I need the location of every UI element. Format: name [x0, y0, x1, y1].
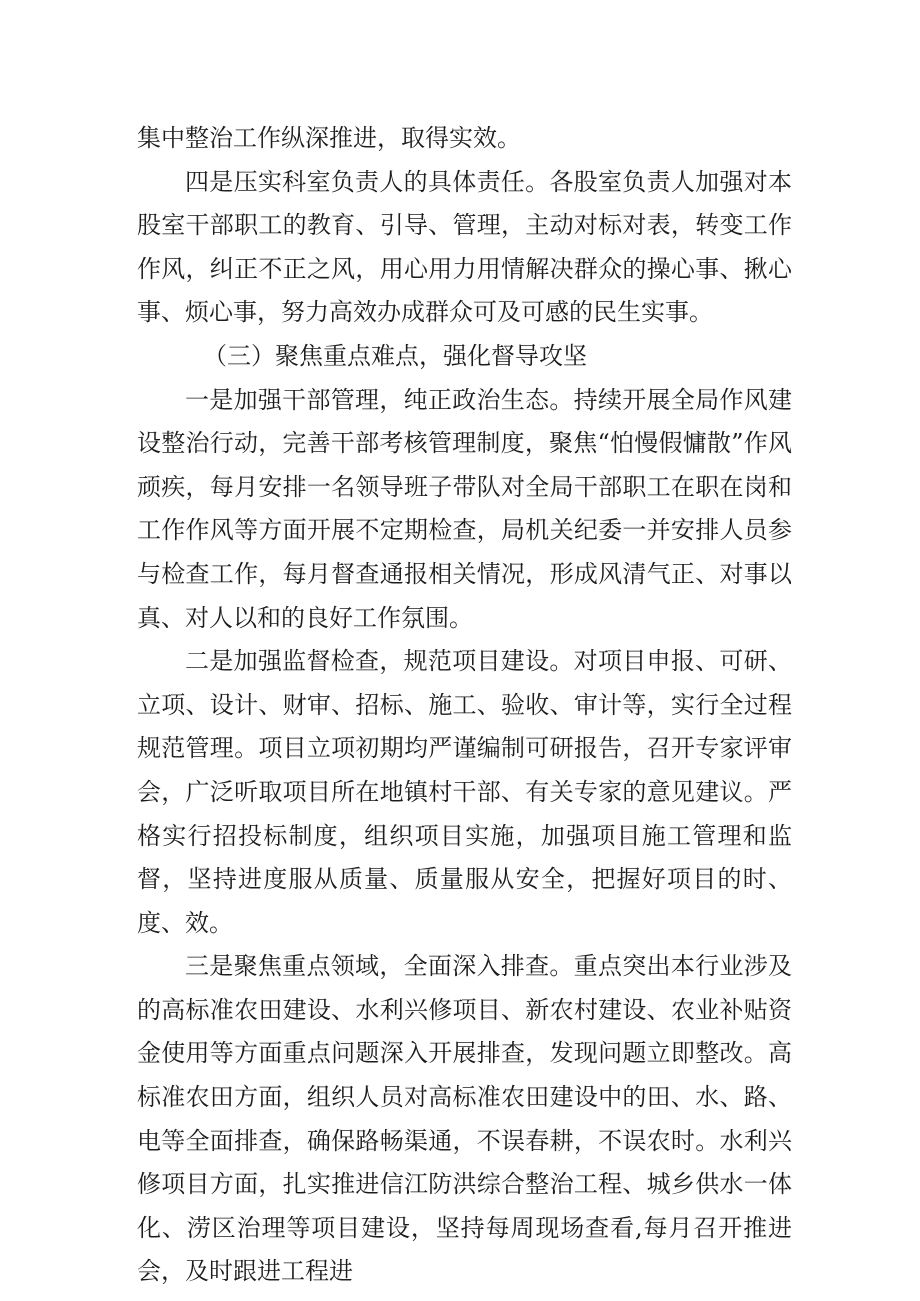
paragraph-item-four: 四是压实科室负责人的具体责任。各股室负责人加强对本股室干部职工的教育、引导、管理，主动对标对表，转变工作作风，纠正不正之风，用心用力用情解决群众的操心事、揪心事、烦心事，努力高效办成群众可及可感的民生实事。 — [137, 167, 792, 327]
paragraph-item-three: 三是聚焦重点领域，全面深入排查。重点突出本行业涉及的高标准农田建设、水利兴修项目、新农村建设、农业补贴资金使用等方面重点问题深入开展排查，发现问题立即整改。高标准农田方面，组织人员对高标准农田建设中的田、水、路、电等全面排查，确保路畅渠通，不误春耕，不误农时。水利兴修项目方面，扎实推进信江防洪综合整治工程、城乡供水一体化、涝区治理等项目建设，坚持每周现场查看,每月召开推进会，及时跟进工程进 — [137, 952, 792, 1286]
paragraph-item-two: 二是加强监督检查，规范项目建设。对项目申报、可研、立项、设计、财审、招标、施工、验收、审计等，实行全过程规范管理。项目立项初期均严谨编制可研报告，召开专家评审会，广泛听取项目所在地镇村干部、有关专家的意见建议。严格实行招投标制度，组织项目实施，加强项目施工管理和监督，坚持进度服从质量、质量服从安全，把握好项目的时、度、效。 — [137, 647, 792, 937]
paragraph-continuation: 集中整治工作纵深推进，取得实效。 — [137, 124, 521, 152]
document-body — [137, 117, 792, 1294]
section-heading: （三）聚焦重点难点，强化督导攻坚 — [203, 341, 587, 370]
paragraph-item-one: 一是加强干部管理，纯正政治生态。持续开展全局作风建设整治行动，完善干部考核管理制度，聚焦“怕慢假慵散”作风顽疾，每月安排一名领导班子带队对全局干部职工在职在岗和工作作风等方面开展不定期检查，局机关纪委一并安排人员参与检查工作，每月督查通报相关情况，形成风清气正、对事以真、对人以和的良好工作氛围。 — [137, 385, 792, 632]
